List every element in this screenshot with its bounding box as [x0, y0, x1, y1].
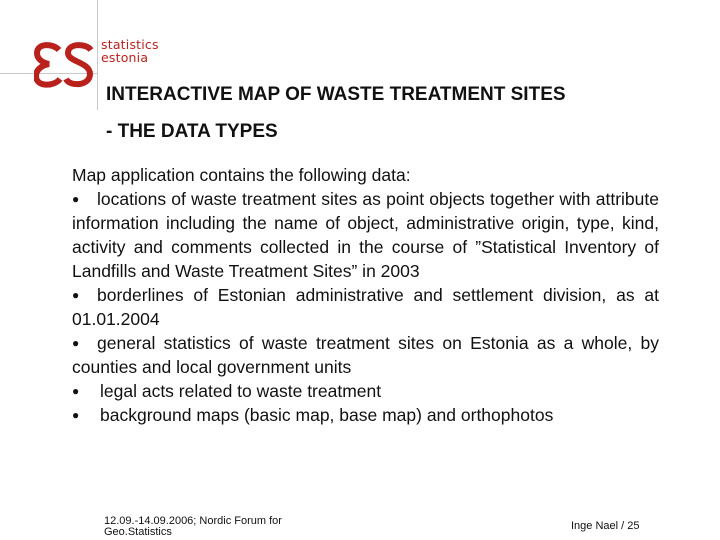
- list-item-text: general statistics of waste treatment sites on Estonia as a whole, by counties and local government units: [72, 333, 659, 377]
- bullet-dot-icon: ●: [72, 336, 80, 350]
- list-item-text: background maps (basic map, base map) and orthophotos: [100, 405, 554, 425]
- list-item-text: locations of waste treatment sites as point objects together with attribute information including the name of object, administrative origin, type, kind, activity and comments collected in the course of ”Statistical Inventory of Landfills and Waste Treatment Sites” in 2003: [72, 189, 659, 281]
- logo-wordmark: [101, 38, 159, 64]
- list-item: [72, 187, 659, 283]
- footer-event-line-1: 12.09.-14.09.2006; Nordic Forum for: [104, 515, 282, 527]
- list-item: [72, 379, 659, 403]
- bullet-dot-icon: ●: [72, 192, 80, 206]
- bullet-dot-icon: ●: [72, 288, 80, 302]
- statistics-estonia-logo-icon: [34, 40, 94, 90]
- list-item-text: legal acts related to waste treatment: [100, 381, 382, 401]
- footer-event-line-2: Geo.Statistics: [104, 526, 172, 538]
- bullet-dot-icon: ●: [72, 384, 80, 398]
- logo-line-estonia: estonia: [101, 50, 149, 65]
- footer-event: [104, 516, 282, 538]
- bullet-dot-icon: ●: [72, 408, 80, 422]
- logo-line-statistics: statistics: [101, 37, 159, 52]
- page-title: [106, 76, 566, 150]
- data-types-list: [72, 187, 659, 427]
- list-item: [72, 331, 659, 379]
- header-divider-vertical: [97, 0, 98, 110]
- slide-body: [72, 163, 659, 427]
- list-item: [72, 283, 659, 331]
- footer-author-page: Inge Nael / 25: [571, 520, 640, 532]
- intro-text: Map application contains the following data:: [72, 165, 411, 185]
- list-item-text: borderlines of Estonian administrative and settlement division, as at 01.01.2004: [72, 285, 659, 329]
- title-line-2: - THE DATA TYPES: [106, 121, 278, 142]
- list-item: [72, 403, 659, 427]
- title-line-1: INTERACTIVE MAP OF WASTE TREATMENT SITES: [106, 84, 566, 105]
